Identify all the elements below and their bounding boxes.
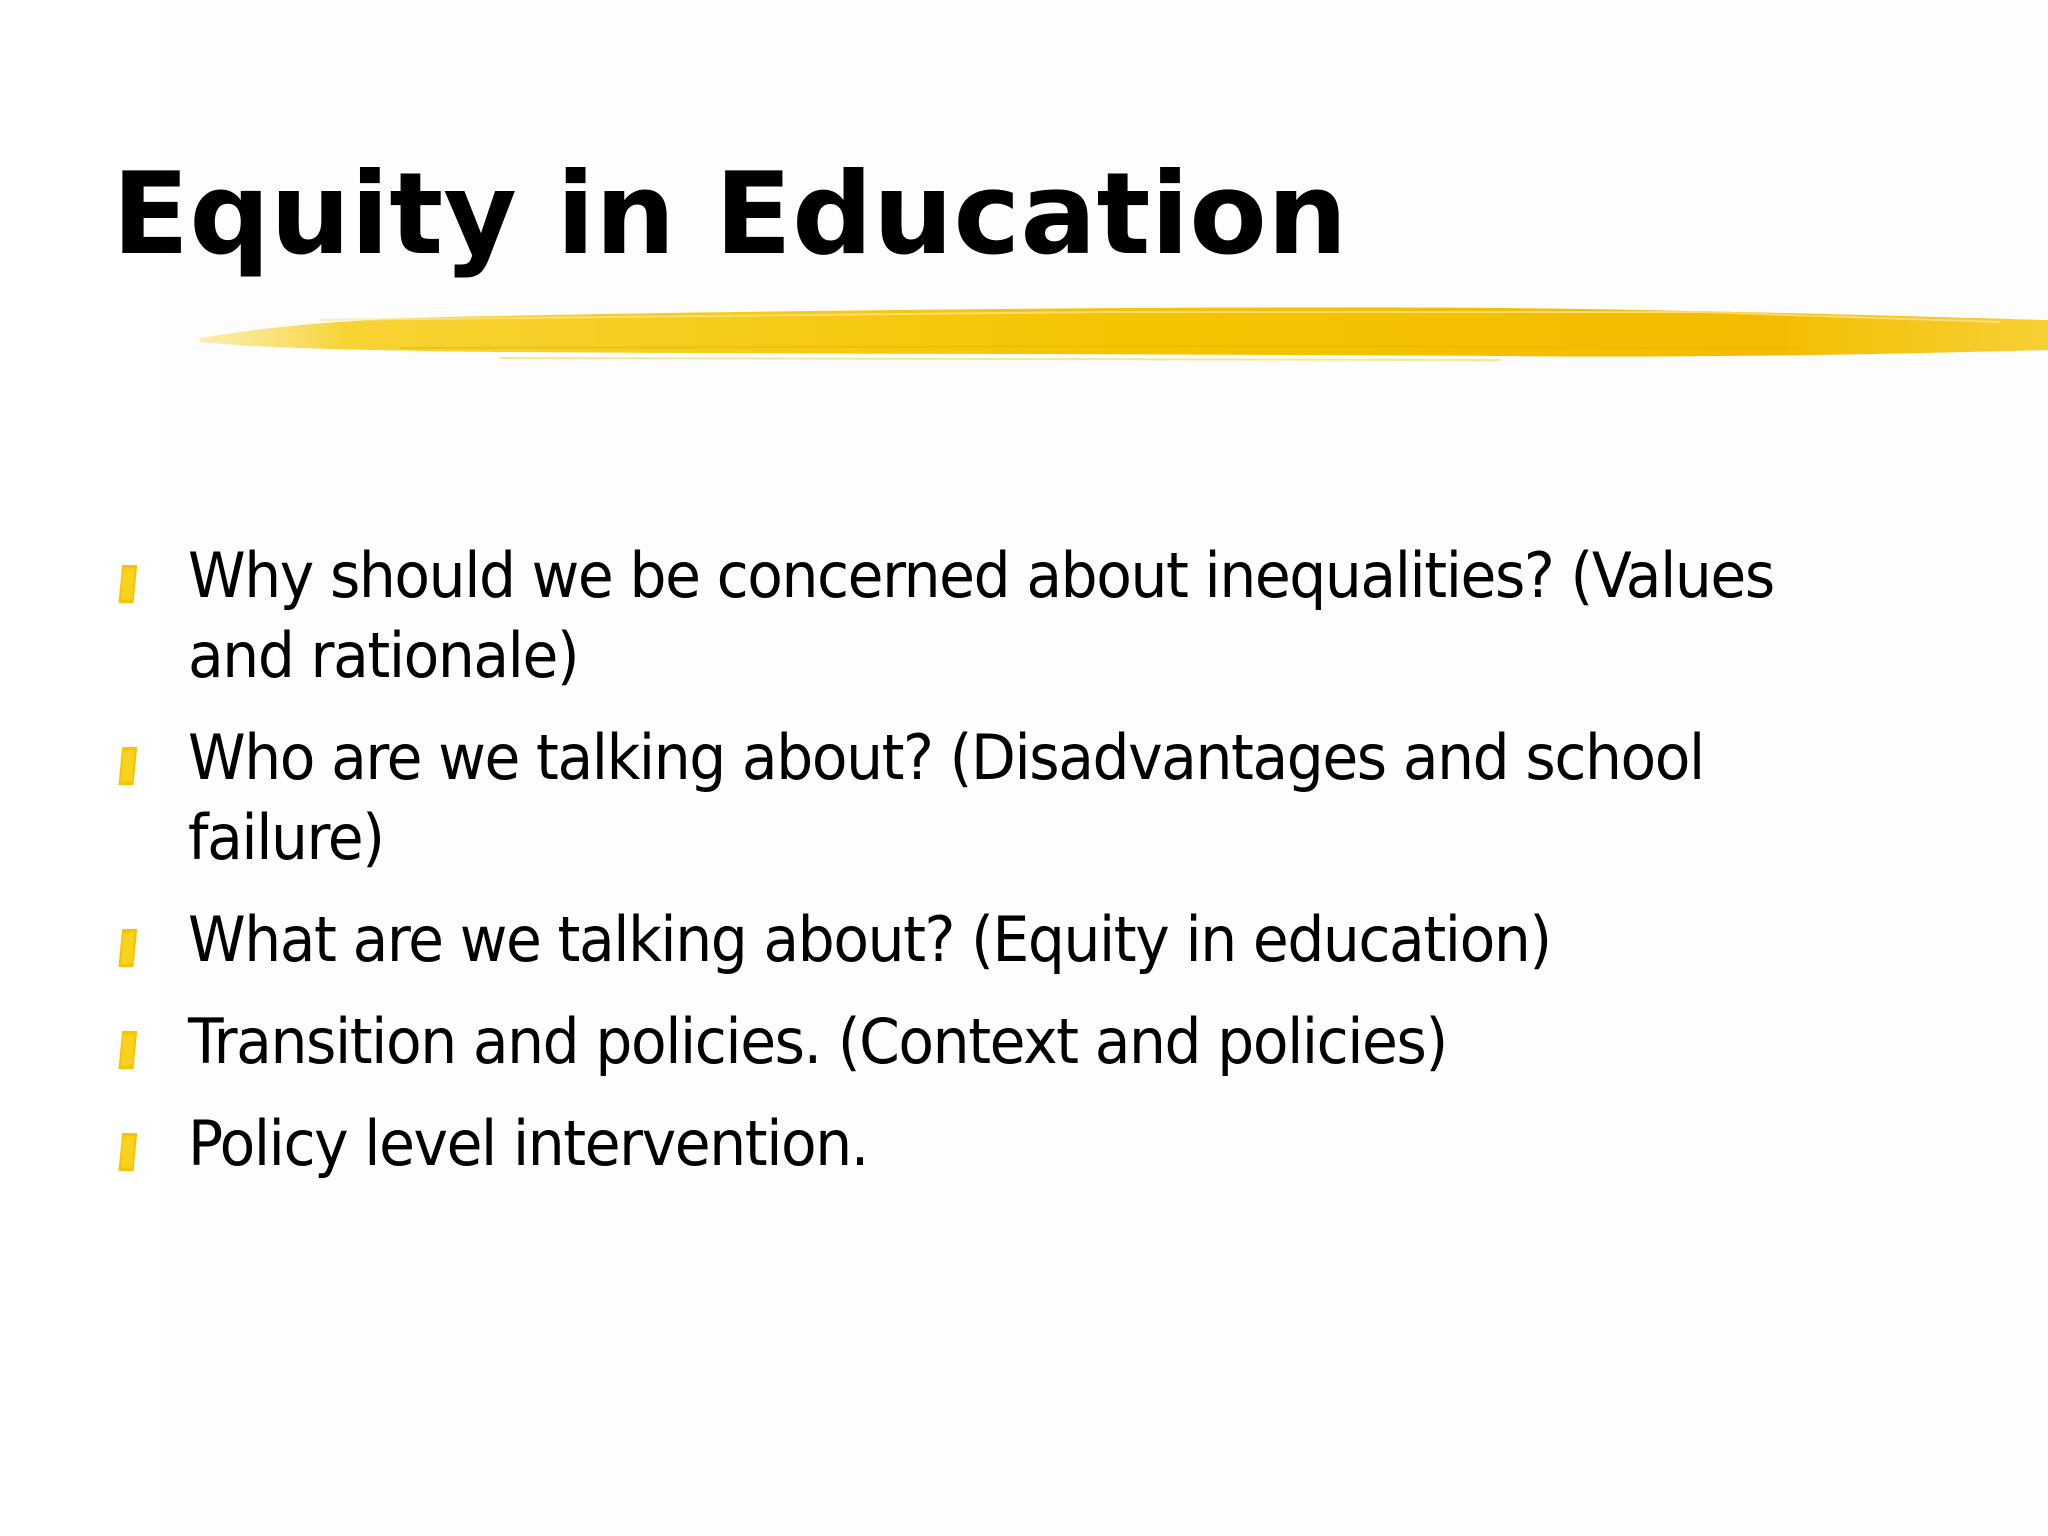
slide-title: Equity in Education (112, 148, 1348, 280)
bullet-text: Who are we talking about? (Disadvantages and school failure) (188, 721, 1704, 874)
yellow-z-bullet-icon (118, 929, 137, 967)
bullet-text: Transition and policies. (Context and policies) (188, 1005, 1447, 1078)
bullet-list (0, 536, 2048, 1206)
yellow-z-bullet-icon (118, 1031, 137, 1069)
bullet-item (0, 900, 1925, 980)
yellow-z-bullet-icon (118, 565, 137, 603)
bullet-text: What are we talking about? (Equity in education) (188, 903, 1551, 976)
bullet-item (0, 1104, 1925, 1184)
bullet-text: Why should we be concerned about inequalities? (Values and rationale) (188, 539, 1774, 692)
yellow-z-bullet-icon (118, 747, 137, 785)
bullet-item (0, 536, 1925, 696)
bullet-item (0, 718, 1925, 878)
bullet-text: Policy level intervention. (188, 1107, 868, 1180)
brush-stroke-underline (200, 298, 2048, 370)
yellow-z-bullet-icon (118, 1133, 137, 1171)
bullet-item (0, 1002, 1925, 1082)
